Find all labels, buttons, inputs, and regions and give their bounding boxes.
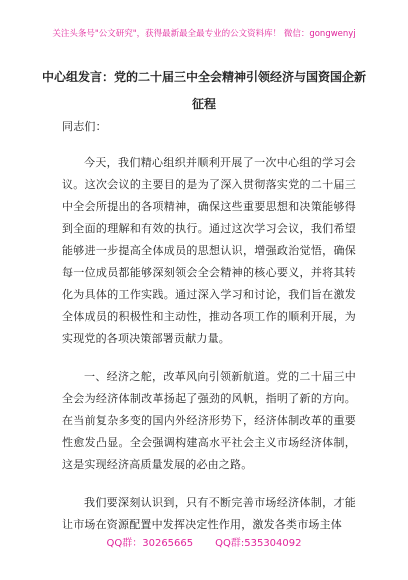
document-body xyxy=(62,116,356,536)
paragraph-3: 我们要深刻认识到，只有不断完善市场经济体制，才能让市场在资源配置中发挥决定性作用，激发各类市场主体 xyxy=(62,496,356,531)
qq-group-2: QQ群:535304092 xyxy=(215,538,302,549)
qq-group-1: QQ群：30265665 xyxy=(106,538,194,549)
paragraph-1: 今天，我们精心组织并顺利开展了一次中心组的学习会议。这次会议的主要目的是为了深入贯彻落实党的二十届三中全会所提出的各项精神，确保这些重要思想和决策能够得到全面的理解和有效的执行。通过这次学习会议，我们希望能够进一步提高全体成员的思想认识，增强政治觉悟，确保每一位成员都能够深刻领会全会精神的核心要义，并将其转化为具体的工作实践。通过深入学习和讨论，我们旨在激发全体成员的积极性和主动性，推动各项工作的顺利开展，为实现党的各项决策部署贡献力量。 xyxy=(62,156,356,345)
greeting: 同志们： xyxy=(62,120,107,133)
header-banner: 关注头条号"公文研究"，获得最新最全最专业的公文资料库！ 微信：gongwenyj xyxy=(52,29,356,39)
document-title: 中心组发言：党的二十届三中全会精神引领经济与国资国企新征程 xyxy=(41,70,366,111)
paragraph-2: 一、经济之舵，改革风向引领新航道。党的二十届三中全会为经济体制改革扬起了强劲的风帆，指明了新的方向。在当前复杂多变的国内外经济形势下，经济体制改革的重要性愈发凸显。全会强调构建高水平社会主义市场经济体制，这是实现经济高质量发展的必由之路。 xyxy=(62,370,356,471)
footer xyxy=(0,534,408,549)
